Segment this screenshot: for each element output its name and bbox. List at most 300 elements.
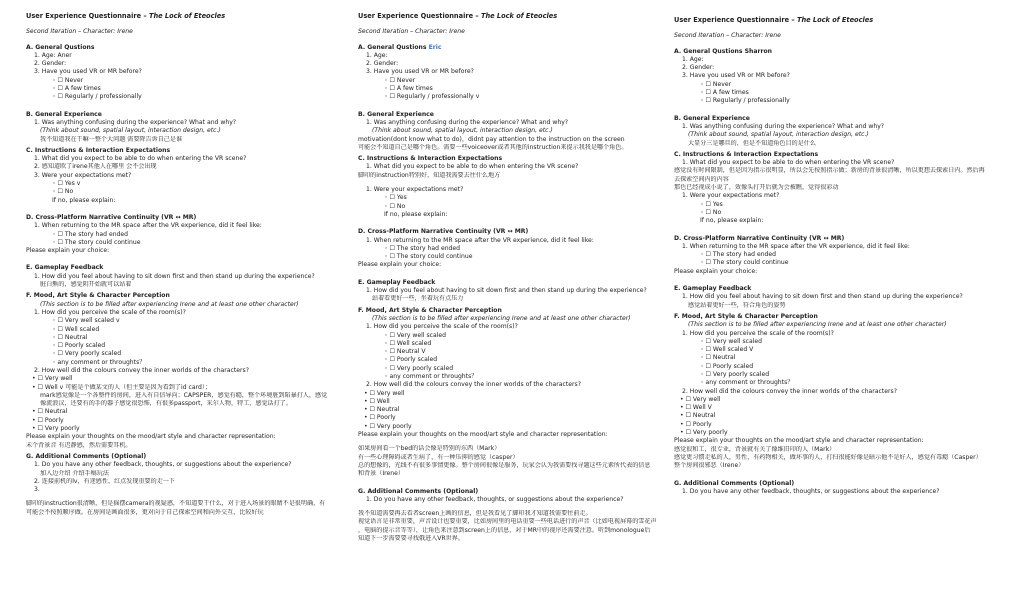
question-item	[26, 68, 346, 76]
answer-option-text: ◦ ☐ The story could continue	[52, 238, 141, 246]
document-title-game: The Lock of Eteocles	[480, 12, 558, 20]
section-heading	[358, 111, 678, 119]
spacer	[26, 102, 346, 108]
text-line	[674, 462, 1004, 470]
answer-option	[674, 81, 1004, 89]
question-item	[358, 68, 678, 76]
question-item-text: 3.	[34, 486, 40, 494]
question-item	[674, 293, 1004, 301]
answer-option-text: ◦ ☐ The story had ended	[52, 230, 129, 238]
text-line-text: Please explain your choice:	[674, 267, 758, 275]
answer-option	[674, 338, 1004, 346]
text-line	[358, 431, 678, 439]
answer-option	[26, 239, 346, 247]
document-subtitle: Second Iteration – Character: Irene	[358, 28, 465, 36]
question-item-text: 3. Were your expectations met?	[34, 171, 132, 179]
answer-option	[358, 406, 678, 414]
answer-option	[358, 211, 678, 219]
answer-option	[26, 231, 346, 239]
document-title-text: User Experience Questionnaire –	[26, 12, 149, 20]
question-item	[26, 119, 346, 127]
section-heading-text: E. Gameplay Feedback	[26, 264, 104, 272]
section-heading	[674, 285, 1004, 293]
answer-option	[674, 421, 1004, 429]
section-heading-text: G. Additional Comments (Optional)	[358, 487, 479, 495]
question-item	[26, 60, 346, 68]
answer-option	[26, 375, 346, 383]
answer-option	[26, 85, 346, 93]
answer-option-text: • ☐ Poorly	[680, 420, 712, 428]
answer-option	[358, 398, 678, 406]
answer-option-text: If no, please explain:	[52, 196, 116, 204]
question-item-text: 1. What did you expect to be able to do when entering the VR scene?	[34, 155, 247, 163]
question-item-text: 2. Gender:	[34, 60, 67, 68]
question-hint	[674, 321, 1004, 329]
text-line-text: 如果房间看一个bed的话会像是特别的东西（Mark）	[358, 445, 501, 453]
section-heading	[674, 480, 1004, 488]
answer-option-text: • ☐ Very well	[680, 395, 721, 403]
question-hint	[26, 127, 346, 135]
answer-option	[26, 408, 346, 416]
answer-option	[674, 201, 1004, 209]
section-heading-text: C. Instructions & Interaction Expectations	[358, 155, 503, 163]
handwritten-answer-text: 感觉站着更好一些，符合角色的姿势	[688, 301, 786, 309]
text-line	[674, 167, 1004, 175]
question-hint	[674, 131, 1004, 139]
answer-option	[674, 89, 1004, 97]
answer-option	[674, 379, 1004, 387]
section-heading-text: F. Mood, Art Style & Character Perception	[358, 306, 502, 314]
answer-option-text: If no, please explain:	[384, 210, 448, 218]
answer-option-text: ◦ ☐ Very well scaled v	[52, 317, 120, 325]
question-item	[26, 222, 346, 230]
answer-option	[674, 363, 1004, 371]
text-line-text: 我不知道需要再去看者screen上画的信息，但是我看见了脚印我才知道我需要往前走。	[358, 510, 592, 518]
answer-option	[358, 77, 678, 85]
answer-option	[358, 356, 678, 364]
answer-option-text: ◦ any comment or throughts？	[52, 358, 146, 366]
text-line	[358, 510, 678, 518]
text-line-text: Please explain your choice:	[358, 261, 442, 269]
handwritten-answer-text: mark感觉像是一个各整件的房间，进入有自信导向；CAPSPER，感觉有瘾，整个环境脏到陷暴打人，感觉	[40, 391, 328, 399]
question-item-text: 1. Were your expectations met?	[682, 192, 780, 200]
section-heading-text: C. Instructions & Interaction Expectations	[26, 146, 171, 154]
answer-option-text: • ☐ Very poorly	[32, 425, 80, 433]
answer-option	[358, 340, 678, 348]
answer-option-text: ◦ ☐ No	[52, 188, 74, 196]
answer-option-text: ◦ ☐ The story had ended	[700, 251, 777, 259]
question-item-text: 1. Was anything confusing during the experience? What and why?	[366, 118, 569, 126]
question-item-text: 2. 连接前机的lv，有迷感性，红点发现重要的走一下	[34, 477, 176, 485]
text-line	[358, 535, 678, 543]
answer-option	[26, 77, 346, 85]
participant-name: Eric	[428, 43, 442, 51]
question-item	[26, 486, 346, 494]
document-title-text: User Experience Questionnaire –	[358, 12, 481, 20]
text-line	[26, 433, 346, 441]
section-heading-text: D. Cross-Platform Narrative Continuity (VR ↔ MR)	[26, 213, 197, 221]
section-heading	[26, 292, 346, 300]
text-line-text: 视觉语言是非常重要，声音设计也要重要，比如房间里的电话重要一些电话进行的声音（比如电视屏幕的雪花声	[358, 518, 657, 526]
question-item	[674, 159, 1004, 167]
text-line-text: 未个背景音 有迟静感，然后需要耳机。	[26, 441, 132, 449]
question-item-text: 2. How well did the colours convey the inner worlds of the characters?	[682, 387, 897, 395]
text-line	[358, 261, 678, 269]
answer-option-text: • ☐ Well V	[680, 404, 712, 412]
text-line	[26, 500, 346, 508]
answer-option	[674, 404, 1004, 412]
handwritten-answer	[26, 392, 346, 400]
answer-option	[674, 412, 1004, 420]
spacer	[358, 102, 678, 108]
section-heading	[26, 44, 346, 52]
section-heading	[26, 111, 346, 119]
handwritten-answer	[674, 302, 1004, 310]
question-item	[674, 64, 1004, 72]
text-line-text: 和背景（Irene）	[358, 470, 404, 478]
text-line-text: 感觉更习惯走私的人，男性，有药物相关，做坏事的人，打扫很能好像是暗示他不是好人，感觉有毒瘾（Casper）	[674, 453, 982, 461]
answer-option-text: ◦ ☐ Never	[384, 76, 416, 84]
answer-option-text: ◦ ☐ A few times	[700, 89, 749, 97]
answer-option-text: ◦ ☐ Poorly scaled	[52, 342, 106, 350]
text-line	[358, 136, 678, 144]
handwritten-answer	[26, 470, 346, 478]
section-heading	[358, 155, 678, 163]
answer-option	[674, 251, 1004, 259]
answer-option	[26, 180, 346, 188]
text-line-text: Please explain your thoughts on the mood/art style and character representation:	[358, 431, 608, 439]
answer-option	[358, 423, 678, 431]
handwritten-answer-text: 脏白熊的，感觉阴开始就可以站着	[40, 281, 132, 289]
answer-option-text: ◦ ☐ Neutral	[52, 333, 88, 341]
answer-option	[26, 188, 346, 196]
text-line-text: 知道下一步需要要寻找俄进入VR世界。	[358, 535, 464, 543]
question-item-text: 1. How did you perceive the scale of the room(s)?	[34, 308, 186, 316]
question-hint-text: (This section is to be filled after experiencing Irene and at least one other character)	[372, 314, 631, 322]
question-hint-text: (Think about sound, spatial layout, interaction design, etc.)	[372, 127, 553, 135]
question-item-text: 2. 感知道欧了irene其他人在哪里 会不会出现	[34, 163, 157, 171]
answer-option	[26, 317, 346, 325]
question-item	[358, 52, 678, 60]
question-item	[358, 163, 678, 171]
text-line	[674, 437, 1004, 445]
question-item-text: 2. Gender:	[366, 60, 399, 68]
answer-option	[674, 371, 1004, 379]
answer-option-text: ◦ any comment or throughts？	[700, 379, 794, 387]
question-item-text: 2. How well did the colours convey the inner worlds of the characters?	[34, 366, 249, 374]
question-item	[674, 123, 1004, 131]
section-heading	[674, 48, 1004, 56]
text-line	[358, 527, 678, 535]
text-line	[358, 172, 678, 180]
question-hint-text: (Think about sound, spatial layout, interaction design, etc.)	[688, 131, 869, 139]
text-line-text: Please explain your thoughts on the mood/art style and character representation:	[26, 433, 276, 441]
answer-option	[358, 414, 678, 422]
text-line	[358, 445, 678, 453]
answer-option-text: ◦ ☐ Very poorly scaled	[52, 350, 122, 358]
handwritten-answer	[26, 281, 346, 289]
question-item	[358, 237, 678, 245]
text-line-text: 可能会不知道自己是哪个角色。需要一些voiceover或者其他的instruction来提示我我是哪个角色。	[358, 143, 628, 151]
answer-option-text: • ☐ Neutral	[680, 412, 716, 420]
question-item-text: 3. Have you used VR or MR before?	[366, 68, 474, 76]
handwritten-answer-text: 站着看更好一些，坐着玩有点压力	[372, 295, 464, 303]
question-item-text: 1. Was anything confusing during the experience? What and why?	[682, 122, 885, 130]
answer-option	[26, 326, 346, 334]
question-hint	[358, 315, 678, 323]
document-title	[674, 16, 1004, 24]
question-item	[26, 309, 346, 317]
text-line-text: 整个房间很邪恶（Irene）	[674, 462, 745, 470]
question-item-text: 1. What did you expect to be able to do when entering the VR scene?	[366, 163, 579, 171]
answer-option	[358, 348, 678, 356]
answer-option	[26, 197, 346, 205]
section-heading-text: A. General Qustions Sharron	[674, 47, 772, 55]
answer-option-text: ◦ ☐ Poorly scaled	[384, 356, 438, 364]
handwritten-answer-text: 大显分三是哪旦的，但是不知道角色目的是什么	[688, 139, 816, 147]
answer-option-text: ◦ ☐ A few times	[52, 85, 101, 93]
answer-option	[26, 334, 346, 342]
text-line	[358, 454, 678, 462]
section-heading-text: G. Additional Comments (Optional)	[26, 452, 147, 460]
section-heading	[358, 488, 678, 496]
answer-option	[674, 354, 1004, 362]
question-item-text: 1. Age: Aner	[34, 51, 72, 59]
answer-option	[358, 332, 678, 340]
answer-option	[26, 359, 346, 367]
answer-option-text: ◦ ☐ Regularly / professionally v	[384, 93, 480, 101]
answer-option-text: • ☐ Very poorly	[364, 422, 412, 430]
section-heading-text: F. Mood, Art Style & Character Perception	[26, 292, 170, 300]
question-item-text: 1. How did you perceive the scale of the room(s)?	[682, 329, 834, 337]
questionnaire-page-2	[358, 8, 678, 610]
answer-option-text: ◦ ☐ The story could continue	[384, 253, 473, 261]
section-heading	[358, 307, 678, 315]
answer-option-text: ◦ ☐ Regularly / professionally	[52, 93, 142, 101]
section-heading-text: E. Gameplay Feedback	[358, 278, 436, 286]
text-line-text: Please explain your thoughts on the mood/art style and character representation:	[674, 437, 924, 445]
text-line	[674, 454, 1004, 462]
section-heading	[358, 44, 678, 52]
answer-option	[26, 384, 346, 392]
question-hint-text: (This section is to be filled after experiencing Irene and at least one other character)	[40, 300, 299, 308]
question-item-text: 1. Was anything confusing during the experience? What and why?	[34, 118, 237, 126]
answer-option-text: ◦ ☐ Well scaled	[384, 339, 432, 347]
question-item	[674, 330, 1004, 338]
answer-option-text: • ☐ Well v 可能是个做某文的人（但主要是因为看到了id card）；	[32, 383, 211, 391]
answer-option-text: ◦ ☐ Yes	[700, 200, 723, 208]
answer-option-text: • ☐ Poorly	[32, 416, 64, 424]
answer-option-text: ◦ ☐ Neutral V	[384, 348, 426, 356]
text-line	[674, 446, 1004, 454]
text-line-text: 可能会不按照顺序做。在房间是画面很多，更对向于自己探索空间和向外交互，比较好玩	[26, 508, 264, 516]
answer-option-text: ◦ ☐ Never	[52, 76, 84, 84]
question-hint	[26, 301, 346, 309]
section-heading-text: B. General Experience	[358, 110, 434, 118]
question-item	[358, 381, 678, 389]
question-item	[674, 488, 1004, 496]
questionnaire-page-3	[674, 12, 1004, 614]
answer-option-text: ◦ ☐ Very well scaled	[384, 331, 447, 339]
question-item-text: 1. Age:	[366, 51, 388, 59]
section-heading	[26, 147, 346, 155]
text-line	[26, 509, 346, 517]
answer-option	[358, 245, 678, 253]
answer-option	[674, 346, 1004, 354]
document-title-text: User Experience Questionnaire –	[674, 16, 797, 24]
spacer	[358, 479, 678, 485]
spacer	[674, 471, 1004, 477]
question-item-text: 1. How did you perceive the scale of the room(s)?	[366, 323, 518, 331]
spacer	[26, 205, 346, 211]
question-item-text: 1. Do you have any other feedback, thoughts, or suggestions about the experience?	[366, 495, 624, 503]
answer-option	[674, 429, 1004, 437]
question-item	[674, 192, 1004, 200]
document-title	[26, 12, 346, 20]
question-item-text: 1. How did you feel about having to sit down first and then stand up during the experience?	[34, 272, 315, 280]
question-item	[358, 287, 678, 295]
question-item	[358, 186, 678, 194]
answer-option-text: ◦ ☐ Very poorly scaled	[700, 370, 770, 378]
question-item	[674, 56, 1004, 64]
question-item	[674, 72, 1004, 80]
text-line	[358, 518, 678, 526]
answer-option-text: ◦ ☐ Very poorly scaled	[384, 364, 454, 372]
question-item-text: 1. When returning to the MR space after the VR experience, did it feel like:	[366, 236, 594, 244]
question-item	[26, 52, 346, 60]
section-heading	[358, 228, 678, 236]
text-line-text: 去探索空间内的内容	[674, 175, 729, 183]
answer-option-text: ◦ ☐ Neutral	[700, 354, 736, 362]
question-item-text: 1. How did you feel about having to sit down first and then stand up during the experience?	[366, 287, 647, 295]
question-item	[26, 163, 346, 171]
answer-option-text: • ☐ Neutral	[364, 406, 400, 414]
spacer	[674, 276, 1004, 282]
question-item	[26, 172, 346, 180]
section-heading	[674, 313, 1004, 321]
document-title	[358, 12, 678, 20]
question-item-text: 1. What did you expect to be able to do when entering the VR scene?	[682, 159, 895, 167]
text-line	[674, 268, 1004, 276]
question-item	[358, 496, 678, 504]
answer-option-text: • ☐ Poorly	[364, 414, 396, 422]
section-heading	[26, 453, 346, 461]
question-hint-text: (This section is to be filled after experiencing Irene and at least one other character)	[688, 321, 947, 329]
answer-option	[358, 390, 678, 398]
answer-option-text: • ☐ Neutral	[32, 408, 68, 416]
text-line	[26, 442, 346, 450]
section-heading-text: C. Instructions & Interaction Expectations	[674, 150, 819, 158]
section-heading	[26, 214, 346, 222]
section-heading-text: D. Cross-Platform Narrative Continuity (VR ↔ MR)	[358, 228, 529, 236]
section-heading	[674, 151, 1004, 159]
answer-option-text: • ☐ Well	[364, 397, 390, 405]
answer-option	[26, 350, 346, 358]
question-item-text: 1. Age:	[682, 55, 704, 63]
section-heading	[674, 115, 1004, 123]
document-title-game: The Lock of Eteocles	[796, 16, 874, 24]
text-line	[674, 176, 1004, 184]
handwritten-answer-text: 加入边介绍 介绍手稿玩法	[40, 469, 109, 477]
answer-option	[674, 217, 1004, 225]
question-item-text: 2. How well did the colours convey the inner worlds of the characters?	[366, 381, 581, 389]
answer-option	[358, 194, 678, 202]
answer-option-text: ◦ ☐ No	[384, 202, 406, 210]
spacer	[358, 270, 678, 276]
question-item	[358, 323, 678, 331]
answer-option-text: ◦ ☐ Yes	[384, 194, 407, 202]
questionnaire-page-1	[26, 8, 346, 610]
question-hint	[358, 127, 678, 135]
text-line-text: motivation(dont know what to do)，didnt pay attention to the instruction on the screen	[358, 135, 625, 143]
text-line-text: 感觉没有时间限制，但是因为指示很明显，所以会先按照指示做；新房的背景很清晰，所以更想去探索日内。然后再	[674, 167, 985, 175]
answer-option	[26, 93, 346, 101]
answer-option	[674, 396, 1004, 404]
answer-option-text: ◦ ☐ No	[700, 208, 722, 216]
answer-option-text: If no, please explain:	[700, 217, 764, 225]
handwritten-answer-text: 像流浪汉，还要有的手的器子感觉很恐怖，有很多passport，采尔人物，特工，感觉话打了。	[40, 400, 292, 408]
answer-option-text: ◦ ☐ The story could continue	[700, 259, 789, 267]
question-item-text: 2. Gender:	[682, 64, 715, 72]
spacer	[26, 255, 346, 261]
answer-option	[358, 93, 678, 101]
answer-option-text: • ☐ Very poorly	[680, 429, 728, 437]
answer-option-text: • ☐ Very well	[32, 375, 73, 383]
question-item-text: 1. Do you have any other feedback, thoughts, or suggestions about the experience?	[682, 487, 940, 495]
question-item-text: 3. Have you used VR or MR before?	[682, 72, 790, 80]
document-subtitle: Second Iteration – Character: Irene	[26, 28, 133, 36]
answer-option	[674, 97, 1004, 105]
spacer	[674, 106, 1004, 112]
document-title-game: The Lock of Eteocles	[148, 12, 226, 20]
answer-option	[674, 259, 1004, 267]
text-line-text: 感觉很和工，很专业，背景就有关了像维旧印的人（Mark）	[674, 445, 836, 453]
text-line-text: 有一些心理障碍或者生病了，有一种压抑的感觉（casper）	[358, 453, 519, 461]
answer-option-text: ◦ ☐ The story had ended	[384, 244, 461, 252]
question-item-text: 1. Do you have any other feedback, thoughts, or suggestions about the experience?	[34, 461, 292, 469]
section-heading-text: D. Cross-Platform Narrative Continuity (VR ↔ MR)	[674, 234, 845, 242]
question-item	[358, 60, 678, 68]
answer-option-text: ◦ ☐ Very well scaled	[700, 337, 763, 345]
handwritten-answer-text: 我不知道我在干嘛一整个大问题 需要降告诉自己是谁	[40, 135, 183, 143]
section-heading	[674, 235, 1004, 243]
question-item	[674, 243, 1004, 251]
question-item	[26, 273, 346, 281]
answer-option-text: ◦ ☐ A few times	[384, 85, 433, 93]
text-line	[358, 470, 678, 478]
question-item-text: 1. When returning to the MR space after the VR experience, did it feel like:	[682, 242, 910, 250]
section-heading	[26, 264, 346, 272]
answer-option	[26, 425, 346, 433]
answer-option	[358, 365, 678, 373]
question-item	[26, 461, 346, 469]
question-item	[26, 155, 346, 163]
text-line-text: 那色已经视成小说了，效像头打开后就为会被瞧，觉得很彩动	[674, 184, 839, 192]
text-line	[26, 247, 346, 255]
answer-option	[674, 209, 1004, 217]
handwritten-answer	[674, 140, 1004, 148]
section-heading-text: E. Gameplay Feedback	[674, 285, 752, 293]
text-line-text: ，电脑的提示音等等），让角色来注意到screen上的信息，对于MR中的视序还需要注意。听到monologue后	[358, 526, 651, 534]
answer-option-text: ◦ ☐ Regularly / professionally	[700, 97, 790, 105]
question-item-text: 1. When returning to the MR space after the VR experience, did it feel like:	[34, 222, 262, 230]
section-heading	[358, 279, 678, 287]
answer-option-text: ◦ ☐ Well scaled V	[700, 346, 754, 354]
section-heading-text: B. General Experience	[674, 114, 750, 122]
answer-option	[26, 417, 346, 425]
answer-option	[358, 85, 678, 93]
text-line-text: Please explain your choice:	[26, 247, 110, 255]
